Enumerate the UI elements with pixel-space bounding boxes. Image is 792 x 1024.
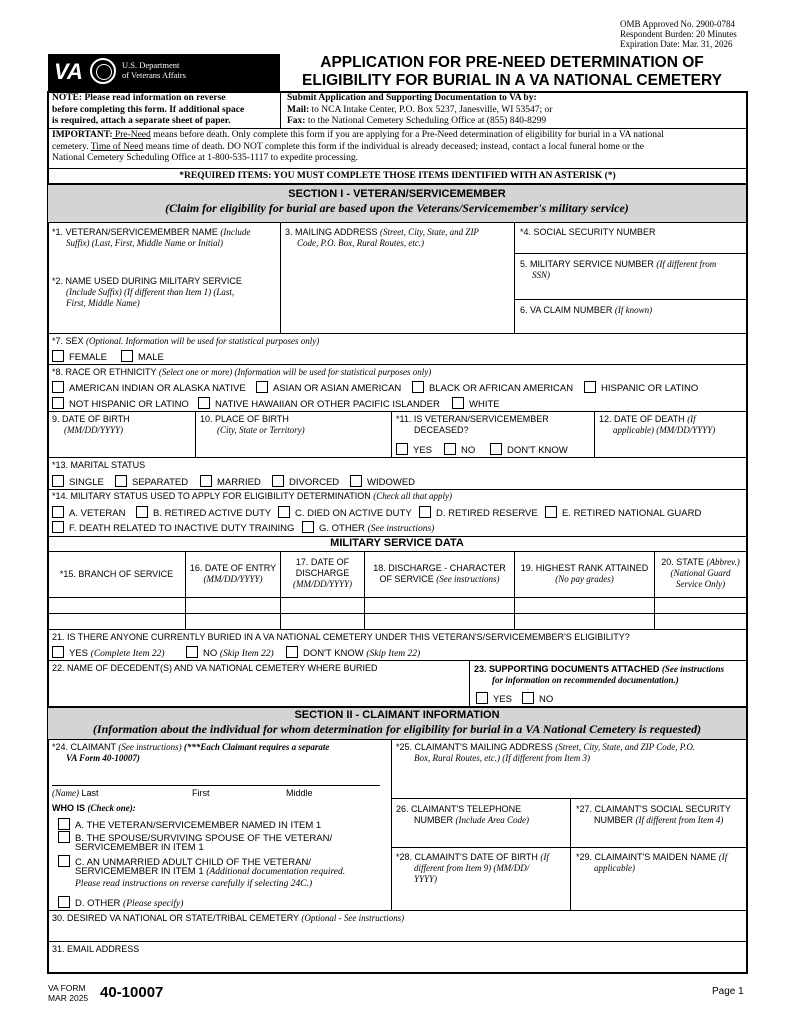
- item-9-label: 9. DATE OF BIRTH (MM/DD/YYYY): [52, 414, 130, 435]
- item-14-label: *14. MILITARY STATUS USED TO APPLY FOR ELIGIBILITY DETERMINATION (Check all that apply): [52, 491, 452, 501]
- checkbox[interactable]: [522, 692, 534, 704]
- item-4-input[interactable]: [518, 238, 742, 252]
- documents-yes-option[interactable]: YES: [476, 692, 512, 706]
- deceased-yes-option[interactable]: YES: [396, 443, 432, 457]
- checkbox[interactable]: [52, 350, 64, 362]
- dept-name: U.S. Department of Veterans Affairs: [122, 60, 186, 80]
- item-26-label: 26. CLAIMANT'S TELEPHONE NUMBER (Include Area Code): [396, 804, 529, 825]
- item-12-label: 12. DATE OF DEATH (If applicable) (MM/DD/YYYY): [599, 414, 716, 435]
- item-25-input[interactable]: [396, 768, 742, 796]
- email-input[interactable]: [52, 956, 742, 970]
- footer-page-number: Page 1: [712, 986, 744, 997]
- checkbox[interactable]: [186, 646, 198, 658]
- checkbox[interactable]: [52, 475, 64, 487]
- item-27-label: *27. CLAIMANT'S SOCIAL SECURITY NUMBER (If different from Item 4): [576, 804, 731, 825]
- checkbox[interactable]: [52, 506, 64, 518]
- sex-male-option[interactable]: MALE: [121, 350, 164, 364]
- buried-no-option[interactable]: NO (Skip Item 22): [186, 646, 274, 660]
- checkbox[interactable]: [412, 381, 424, 393]
- checkbox[interactable]: [115, 475, 127, 487]
- section-1-subtitle: (Claim for eligibility for burial are based upon the Veterans/Servicemember's military service): [165, 201, 629, 215]
- claimant-option-b[interactable]: B. THE SPOUSE/SURVIVING SPOUSE OF THE VETERAN/: [58, 831, 332, 845]
- item-23-label: 23. SUPPORTING DOCUMENTS ATTACHED (See instructions for information on recommended documentation.): [474, 664, 725, 685]
- buried-dont-know-option[interactable]: DON'T KNOW (Skip Item 22): [286, 646, 420, 660]
- checkbox[interactable]: [52, 521, 64, 533]
- race-hispanic-option[interactable]: HISPANIC OR LATINO: [584, 381, 698, 395]
- item-30-label: 30. DESIRED VA NATIONAL OR STATE/TRIBAL CEMETERY (Optional - See instructions): [52, 913, 405, 923]
- checkbox[interactable]: [278, 506, 290, 518]
- status-other-option[interactable]: G. OTHER (See instructions): [302, 521, 434, 535]
- marital-single-option[interactable]: SINGLE: [52, 475, 104, 489]
- item-24-label: *24. CLAIMANT (See instructions) (***Each Claimant requires a separate VA Form 40-10007): [52, 742, 330, 763]
- marital-separated-option[interactable]: SEPARATED: [115, 475, 188, 489]
- marital-divorced-option[interactable]: DIVORCED: [272, 475, 339, 489]
- col-state-header: 20. STATE (Abbrev.) (National Guard Service Only): [661, 557, 740, 589]
- item-3-input[interactable]: [284, 252, 510, 330]
- status-retired-active-option[interactable]: B. RETIRED ACTIVE DUTY: [136, 506, 271, 520]
- col-rank-header: 19. HIGHEST RANK ATTAINED (No pay grades): [520, 563, 649, 584]
- checkbox[interactable]: [286, 646, 298, 658]
- claimant-option-b-line2: SERVICEMEMBER IN ITEM 1: [75, 842, 204, 853]
- section-2-header: [48, 708, 746, 739]
- status-retired-guard-option[interactable]: E. RETIRED NATIONAL GUARD: [545, 506, 701, 520]
- documents-no-option[interactable]: NO: [522, 692, 553, 706]
- marital-widowed-option[interactable]: WIDOWED: [350, 475, 415, 489]
- checkbox[interactable]: [272, 475, 284, 487]
- checkbox[interactable]: [584, 381, 596, 393]
- race-asian-option[interactable]: ASIAN OR ASIAN AMERICAN: [256, 381, 401, 395]
- item-28-label: *28. CLAMAINT'S DATE OF BIRTH (If different from Item 9) (MM/DD/ YYYY): [396, 852, 549, 884]
- race-not-hispanic-option[interactable]: NOT HISPANIC OR LATINO: [52, 397, 189, 411]
- form-title: APPLICATION FOR PRE-NEED DETERMINATION OF ELIGIBILITY FOR BURIAL IN A VA NATIONAL CEMETERY: [302, 54, 722, 89]
- checkbox[interactable]: [302, 521, 314, 533]
- item-29-label: *29. CLAIMAINT'S MAIDEN NAME (If applicable): [576, 852, 728, 873]
- status-retired-reserve-option[interactable]: D. RETIRED RESERVE: [419, 506, 538, 520]
- checkbox[interactable]: [58, 831, 70, 843]
- important-notice: IMPORTANT: Pre-Need means before death. Only complete this form if you are applying for a Pre-Need determination of eligibility for burial in a VA national cemetery. Time of Need means time of death. DO NOT complete this form if the individual is already deceased; instead, contact a local funeral home or the National Cemetery Scheduling Office at 1-800-535-1117 to expedite processing.: [52, 130, 664, 163]
- claimant-option-d[interactable]: D. OTHER (Please specify): [58, 896, 183, 910]
- checkbox[interactable]: [121, 350, 133, 362]
- buried-yes-option[interactable]: YES (Complete Item 22): [52, 646, 165, 660]
- section-1-title: SECTION I - VETERAN/SERVICEMEMBER: [288, 188, 506, 200]
- section-1-header: [48, 185, 746, 222]
- race-american-indian-option[interactable]: AMERICAN INDIAN OR ALASKA NATIVE: [52, 381, 246, 395]
- checkbox[interactable]: [419, 506, 431, 518]
- omb-block: [620, 19, 737, 49]
- item-22-input[interactable]: [52, 676, 464, 704]
- footer-form-number: 40-10007: [100, 984, 164, 1001]
- status-veteran-option[interactable]: A. VETERAN: [52, 506, 126, 520]
- checkbox[interactable]: [350, 475, 362, 487]
- item-21-label: 21. IS THERE ANYONE CURRENTLY BURIED IN A VA NATIONAL CEMETERY UNDER THIS VETERAN'S/SERVICEMEMBER'S ELIGIBILITY?: [52, 632, 630, 642]
- status-inactive-duty-option[interactable]: F. DEATH RELATED TO INACTIVE DUTY TRAINING: [52, 521, 294, 535]
- marital-married-option[interactable]: MARRIED: [200, 475, 261, 489]
- checkbox[interactable]: [396, 443, 408, 455]
- race-white-option[interactable]: WHITE: [452, 397, 500, 411]
- checkbox[interactable]: [490, 443, 502, 455]
- checkbox[interactable]: [200, 475, 212, 487]
- checkbox[interactable]: [136, 506, 148, 518]
- military-service-title: MILITARY SERVICE DATA: [330, 537, 464, 549]
- submit-box: Submit Application and Supporting Documentation to VA by: Mail: to NCA Intake Center, P.O. Box 5237, Janesville, WI 53547; or Fax: to the National Cemetery Scheduling Office at (855) 840-8299: [287, 93, 553, 126]
- col-branch-header: *15. BRANCH OF SERVICE: [59, 569, 174, 579]
- claimant-name-input[interactable]: [52, 768, 380, 784]
- item-2-label: *2. NAME USED DURING MILITARY SERVICE (Include Suffix) (If different than Item 1) (Last, First, Middle Name): [52, 276, 242, 308]
- footer-form-label: VA FORM MAR 2025: [48, 983, 89, 1003]
- checkbox[interactable]: [52, 381, 64, 393]
- race-pacific-islander-option[interactable]: NATIVE HAWAIIAN OR OTHER PACIFIC ISLANDER: [198, 397, 440, 411]
- required-note: *REQUIRED ITEMS: YOU MUST COMPLETE THOSE ITEMS IDENTIFIED WITH AN ASTERISK (*): [179, 171, 616, 181]
- claimant-option-c-line3: Please read instructions on reverse carefully if selecting 24C.): [75, 879, 313, 889]
- item-5-label: 5. MILITARY SERVICE NUMBER (If different from SSN): [520, 259, 717, 280]
- va-logo-text: VA: [54, 59, 83, 84]
- item-31-label: 31. EMAIL ADDRESS: [52, 944, 140, 954]
- checkbox[interactable]: [198, 397, 210, 409]
- claimant-option-c[interactable]: C. AN UNMARRIED ADULT CHILD OF THE VETERAN/: [58, 855, 311, 869]
- checkbox[interactable]: [476, 692, 488, 704]
- item-13-label: *13. MARITAL STATUS: [52, 460, 146, 470]
- checkbox[interactable]: [444, 443, 456, 455]
- checkbox[interactable]: [452, 397, 464, 409]
- item-4-label: *4. SOCIAL SECURITY NUMBER: [520, 227, 656, 237]
- note-box: NOTE: Please read information on reverse before completing this form. If additional space is required, attach a separate sheet of paper.: [52, 93, 245, 126]
- col-discharge-date-header: 17. DATE OF DISCHARGE (MM/DD/YYYY): [292, 557, 352, 589]
- claimant-option-a[interactable]: A. THE VETERAN/SERVICEMEMBER NAMED IN ITEM 1: [58, 818, 321, 832]
- item-3-label: 3. MAILING ADDRESS (Street, City, State, and ZIP Code, P.O. Box, Rural Routes, etc.): [285, 227, 479, 248]
- item-7-label: *7. SEX (Optional. Information will be used for statistical purposes only): [52, 336, 320, 346]
- status-died-active-option[interactable]: C. DIED ON ACTIVE DUTY: [278, 506, 412, 520]
- col-discharge-character-header: 18. DISCHARGE - CHARACTER OF SERVICE (See instructions): [373, 563, 506, 584]
- item-6-label: 6. VA CLAIM NUMBER (If known): [520, 305, 653, 315]
- item-25-label: *25. CLAIMANT'S MAILING ADDRESS (Street, City, State, and ZIP Code, P.O. Box, Rural Routes, etc.) (If different from Item 3): [396, 742, 696, 763]
- deceased-dont-know-option[interactable]: DON'T KNOW: [490, 443, 568, 457]
- checkbox[interactable]: [256, 381, 268, 393]
- deceased-no-option[interactable]: NO: [444, 443, 475, 457]
- claimant-name-labels: (Name) Last First Middle: [52, 788, 313, 798]
- checkbox[interactable]: [52, 397, 64, 409]
- omb-expiration: Expiration Date: Mar. 31, 2026: [620, 39, 733, 49]
- race-black-option[interactable]: BLACK OR AFRICAN AMERICAN: [412, 381, 573, 395]
- va-logo-block: [48, 54, 280, 91]
- item-1-input[interactable]: [52, 252, 276, 270]
- checkbox[interactable]: [58, 896, 70, 908]
- va-seal-icon: [90, 58, 116, 84]
- claimant-option-c-line2: SERVICEMEMBER IN ITEM 1 (Additional documentation required.: [75, 866, 346, 877]
- item-30-input[interactable]: [52, 925, 742, 939]
- sex-female-option[interactable]: FEMALE: [52, 350, 107, 364]
- section-2-subtitle: (Information about the individual for whom determination for eligibility for burial in a VA National Cemetery is requested): [92, 722, 702, 736]
- item-8-label: *8. RACE OR ETHNICITY (Select one or more) (Information will be used for statistical purposes only): [52, 367, 432, 377]
- checkbox[interactable]: [545, 506, 557, 518]
- item-11-label: *11. IS VETERAN/SERVICEMEMBER DECEASED?: [396, 414, 549, 435]
- omb-approved: OMB Approved No. 2900-0784: [620, 19, 735, 29]
- item-10-label: 10. PLACE OF BIRTH (City, State or Territory): [200, 414, 305, 435]
- who-is-label: WHO IS (Check one):: [52, 803, 136, 813]
- omb-burden: Respondent Burden: 20 Minutes: [620, 29, 737, 39]
- section-2-title: SECTION II - CLAIMANT INFORMATION: [294, 709, 500, 721]
- checkbox[interactable]: [52, 646, 64, 658]
- checkbox[interactable]: [58, 818, 70, 830]
- checkbox[interactable]: [58, 855, 70, 867]
- item-1-label: *1. VETERAN/SERVICEMEMBER NAME (Include Suffix) (Last, First, Middle Name or Initial): [52, 227, 251, 248]
- item-22-label: 22. NAME OF DECEDENT(S) AND VA NATIONAL CEMETERY WHERE BURIED: [52, 663, 378, 673]
- col-entry-date-header: 16. DATE OF ENTRY (MM/DD/YYYY): [189, 563, 277, 584]
